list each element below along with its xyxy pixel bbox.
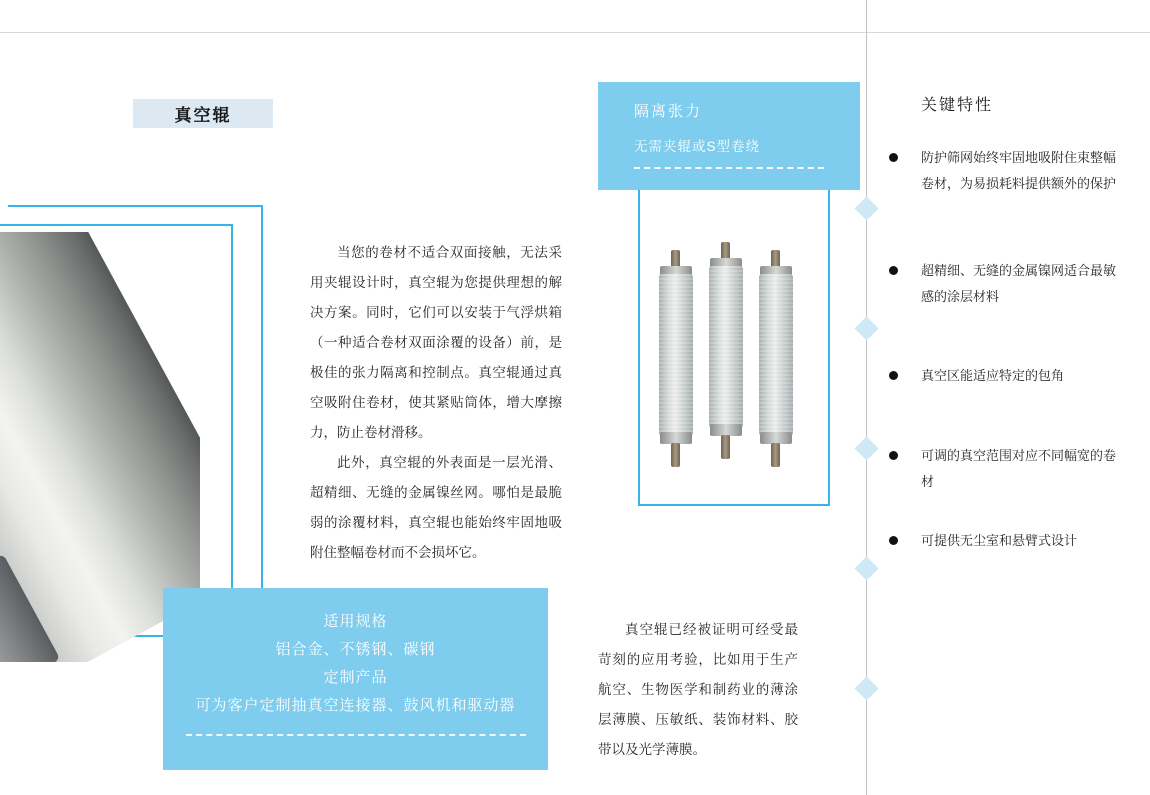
divider-diamond-icon: [854, 196, 878, 220]
mid-body-text: [598, 615, 798, 765]
isolation-card: [598, 82, 860, 190]
features-title: 关键特性: [921, 97, 994, 114]
roller-mesh-tube: [709, 266, 743, 428]
isolation-card-dashed-rule: [634, 167, 824, 169]
bullet-icon: [889, 371, 898, 380]
spec-card-line-4: 可为客户定制抽真空连接器、鼓风机和驱动器: [195, 697, 516, 714]
top-divider: [0, 32, 1150, 33]
divider-diamond-icon: [854, 556, 878, 580]
three-rollers-photo: [655, 232, 815, 472]
bullet-icon: [889, 153, 898, 162]
isolation-card-subtitle: 无需夹辊或S型卷绕: [634, 139, 761, 154]
roller-mesh-tube: [759, 274, 793, 436]
feature-item: [889, 258, 1121, 310]
divider-diamond-icon: [854, 676, 878, 700]
feature-text: 超精细、无缝的金属镍网适合最敏感的涂层材料: [921, 263, 1117, 304]
feature-text: 真空区能适应特定的包角: [921, 368, 1065, 383]
spec-card-line-2: 铝合金、不锈钢、碳钢: [275, 641, 436, 658]
left-paragraph-2: 此外，真空辊的外表面是一层光滑、超精细、无缝的金属镍丝网。哪怕是最脆弱的涂覆材料，真空辊也能始终牢固地吸附住整幅卷材而不会损坏它。: [310, 455, 562, 560]
bullet-icon: [889, 266, 898, 275]
feature-item: [889, 528, 1121, 554]
divider-diamond-icon: [854, 316, 878, 340]
left-body-text: [310, 238, 562, 568]
spec-card-dashed-rule: [186, 734, 526, 736]
roller-pin-bottom: [771, 443, 780, 467]
feature-item: [889, 363, 1121, 389]
roller-pin-bottom: [721, 435, 730, 459]
feature-item: [889, 443, 1121, 495]
bullet-icon: [889, 451, 898, 460]
spec-card: [163, 588, 548, 770]
bullet-icon: [889, 536, 898, 545]
feature-text: 可提供无尘室和悬臂式设计: [921, 533, 1078, 548]
feature-text: 可调的真空范围对应不同幅宽的卷材: [921, 448, 1117, 489]
left-paragraph-1: 当您的卷材不适合双面接触，无法采用夹辊设计时，真空辊为您提供理想的解决方案。同时，它们可以安装于气浮烘箱（一种适合卷材双面涂覆的设备）前，是极佳的张力隔离和控制点。真空辊通过真空吸附住卷材，使其紧贴筒体，增大摩擦力，防止卷材滑移。: [310, 245, 562, 440]
page-title: 真空辊: [133, 99, 273, 128]
isolation-card-title: 隔离张力: [634, 103, 703, 120]
spec-card-line-3: 定制产品: [323, 669, 388, 686]
roller-mesh-tube: [659, 274, 693, 436]
divider-diamond-icon: [854, 436, 878, 460]
spec-card-line-1: 适用规格: [323, 613, 388, 630]
feature-text: 防护筛网始终牢固地吸附住束整幅卷材，为易损耗料提供额外的保护: [921, 150, 1117, 191]
mid-paragraph: 真空辊已经被证明可经受最苛刻的应用考验，比如用于生产航空、生物医学和制药业的薄涂层薄膜、压敏纸、装饰材料、胶带以及光学薄膜。: [598, 622, 798, 757]
roller-pin-bottom: [671, 443, 680, 467]
feature-item: [889, 145, 1121, 197]
